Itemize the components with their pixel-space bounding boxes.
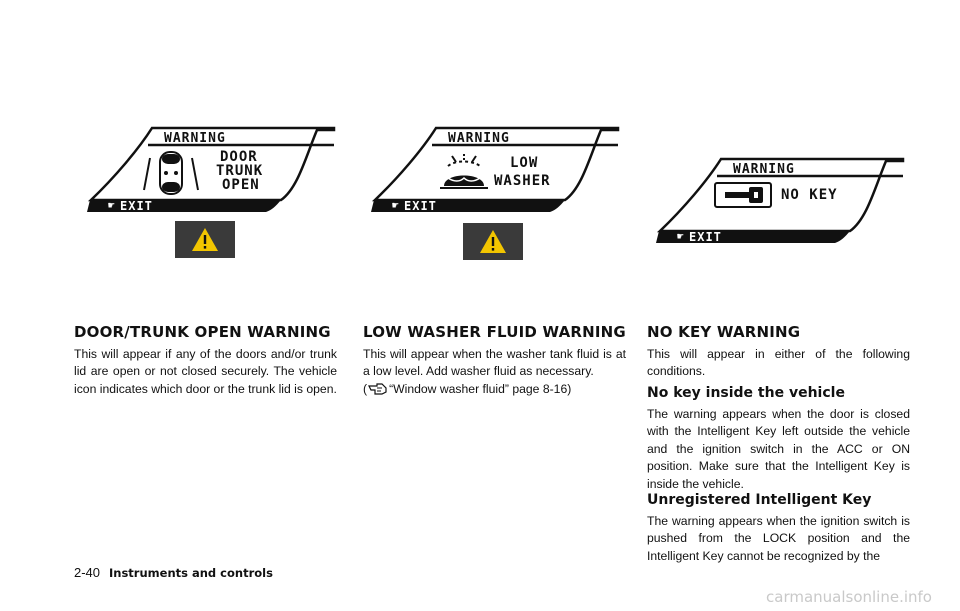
washer-body-text: This will appear when the washer tank fluid is at a low level. Add washer fluid as necessary. (363, 347, 626, 379)
no-key-intro: This will appear in either of the following conditions. (647, 347, 910, 379)
no-key-inside-subtitle: No key inside the vehicle (647, 385, 845, 401)
reference-text: “Window washer fluid” page 8-16) (389, 381, 572, 396)
exit-label: EXIT (120, 199, 153, 213)
display-line-washer: WASHER (494, 173, 551, 189)
reference-open-paren: ( (363, 381, 368, 396)
display-line-open: OPEN (222, 177, 260, 193)
unregistered-key-subtitle: Unregistered Intelligent Key (647, 492, 872, 508)
no-key-inside-body: The warning appears when the door is closed with the Intelligent Key left outside the vehicle and the ignition switch in the ACC or ON position. Make sure that the Intelligent Key is inside the vehicle. (647, 407, 910, 491)
door-trunk-section-title: DOOR/TRUNK OPEN WARNING (74, 323, 331, 341)
reference-hand-icon (367, 381, 389, 398)
display-line-trunk: TRUNK (216, 163, 264, 179)
washer-section-title: LOW WASHER FLUID WARNING (363, 323, 626, 341)
washer-section-body (363, 346, 626, 398)
exit-label: EXIT (404, 199, 437, 213)
display-line-door: DOOR (220, 149, 258, 165)
no-key-section-title: NO KEY WARNING (647, 323, 801, 341)
display-header: WARNING (448, 131, 510, 146)
display-message: NO KEY (781, 187, 838, 203)
display-line-low: LOW (510, 155, 539, 171)
no-key-warning-display (655, 157, 905, 247)
exit-icon: ☛ (392, 199, 400, 212)
exit-icon: ☛ (108, 199, 116, 212)
unregistered-key-body: The warning appears when the ignition switch is pushed from the LOCK position and the Intelligent Key cannot be recognized by the (647, 514, 910, 563)
key-icon (715, 183, 771, 207)
exit-icon: ☛ (677, 230, 685, 243)
display-header: WARNING (733, 162, 795, 177)
warning-triangle-icon (175, 221, 235, 258)
low-washer-warning-display (370, 126, 620, 216)
warning-triangle-icon (463, 223, 523, 260)
display-header: WARNING (164, 131, 226, 146)
page-number: 2-40 (74, 565, 101, 580)
door-trunk-warning-display (86, 126, 336, 216)
door-trunk-section-body: This will appear if any of the doors and/or trunk lid are open or not closed securely. The vehicle icon indicates which door or the trunk lid is open. (74, 347, 337, 396)
footer-section-title: Instruments and controls (109, 566, 273, 580)
exit-label: EXIT (689, 230, 722, 244)
watermark: carmanualsonline.info (766, 588, 932, 606)
